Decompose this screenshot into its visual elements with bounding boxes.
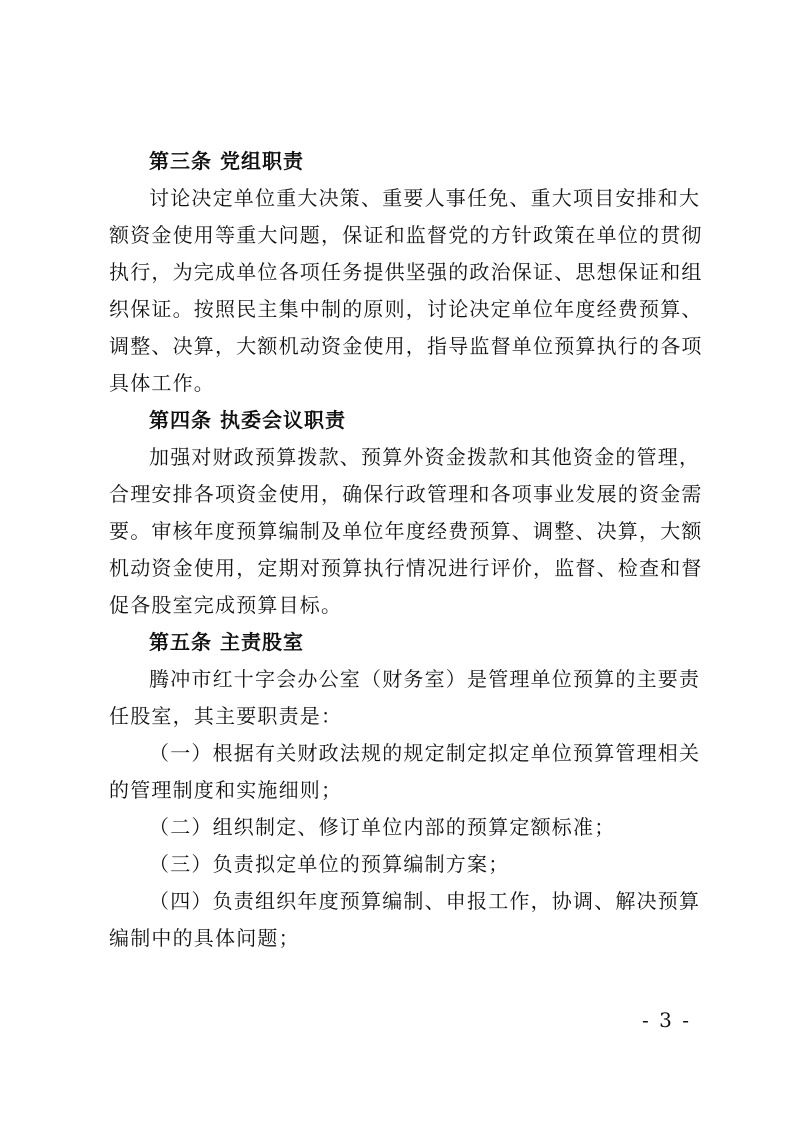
paragraph-line: 合理安排各项资金使用，确保行政管理和各项事业发展的资金需 bbox=[109, 482, 703, 506]
list-item-line: （四）负责组织年度预算编制、申报工作，协调、解决预算 bbox=[149, 889, 701, 913]
article-heading: 第三条 党组职责 bbox=[149, 149, 304, 173]
list-item-line: （二）组织制定、修订单位内部的预算定额标准； bbox=[149, 815, 616, 839]
paragraph-line: 促各股室完成预算目标。 bbox=[109, 593, 343, 617]
paragraph-line: 织保证。按照民主集中制的原则，讨论决定单位年度经费预算、 bbox=[109, 297, 703, 321]
paragraph-line: 加强对财政预算拨款、预算外资金拨款和其他资金的管理， bbox=[149, 445, 701, 469]
paragraph-line: 调整、决算，大额机动资金使用，指导监督单位预算执行的各项 bbox=[109, 334, 703, 358]
article-4 bbox=[109, 402, 703, 624]
paragraph-line: 任股室，其主要职责是： bbox=[109, 704, 343, 728]
article-heading: 第四条 执委会议职责 bbox=[149, 408, 346, 432]
paragraph-line: 腾冲市红十字会办公室（财务室）是管理单位预算的主要责 bbox=[149, 667, 701, 691]
list-item-line: 编制中的具体问题； bbox=[109, 926, 300, 950]
paragraph-line: 机动资金使用，定期对预算执行情况进行评价，监督、检查和督 bbox=[109, 556, 703, 580]
article-5 bbox=[109, 624, 701, 957]
paragraph-line: 额资金使用等重大问题，保证和监督党的方针政策在单位的贯彻 bbox=[109, 223, 703, 247]
page-number: - 3 - bbox=[642, 1008, 691, 1032]
article-3 bbox=[109, 143, 703, 402]
document-body bbox=[109, 143, 703, 957]
paragraph-line: 要。审核年度预算编制及单位年度经费预算、调整、决算，大额 bbox=[109, 519, 703, 543]
paragraph-line: 具体工作。 bbox=[109, 371, 215, 395]
list-item-line: 的管理制度和实施细则； bbox=[109, 778, 343, 802]
paragraph-line: 执行，为完成单位各项任务提供坚强的政治保证、思想保证和组 bbox=[109, 260, 703, 284]
paragraph-line: 讨论决定单位重大决策、重要人事任免、重大项目安排和大 bbox=[149, 186, 701, 210]
list-item-line: （三）负责拟定单位的预算编制方案； bbox=[149, 852, 510, 876]
list-item-line: （一）根据有关财政法规的规定制定拟定单位预算管理相关 bbox=[149, 741, 701, 765]
article-heading: 第五条 主责股室 bbox=[149, 630, 304, 654]
